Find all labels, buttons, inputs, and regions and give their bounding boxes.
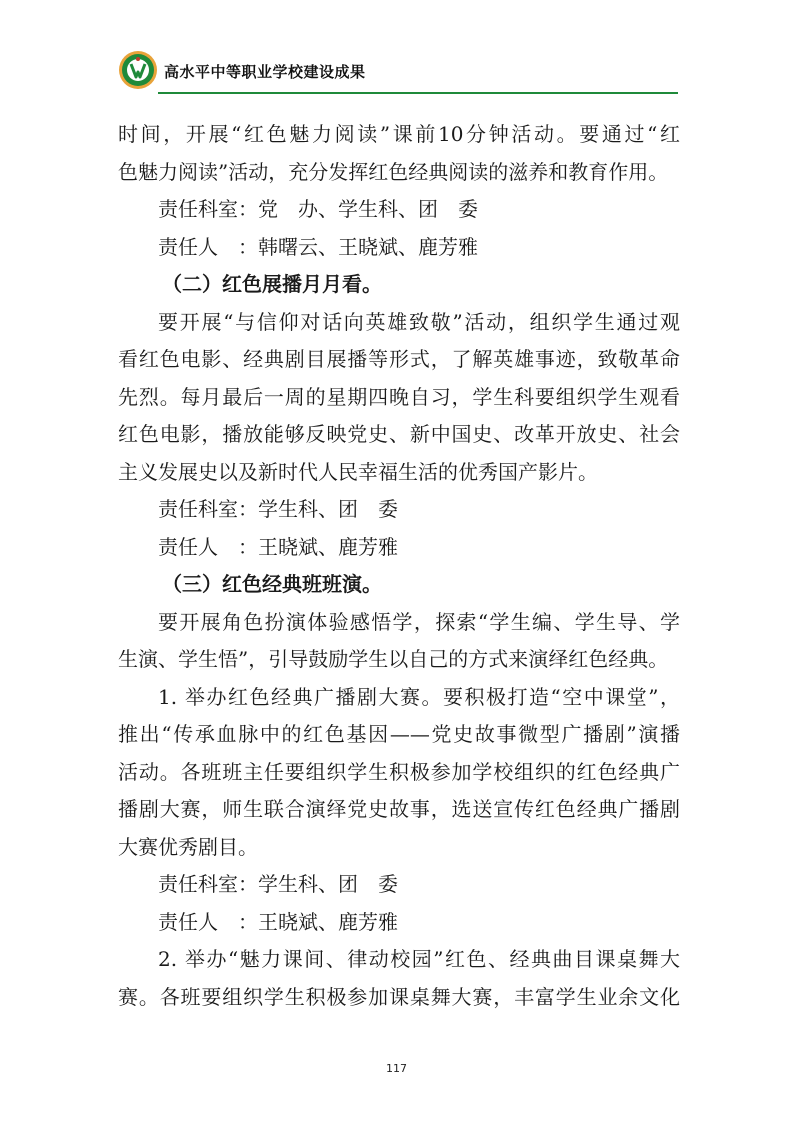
responsible-person: 责任人 ：王晓斌、鹿芳雅 <box>158 909 398 934</box>
text-line: 主义发展史以及新时代人民幸福生活的优秀国产影片。 <box>118 459 598 484</box>
page-header <box>118 50 678 100</box>
responsible-dept: 责任科室：党 办、学生科、团 委 <box>158 197 478 221</box>
text-line: 时间，开展“红色魅力阅读”课前10分钟活动。要通过“红 <box>118 122 680 146</box>
text-line: 先烈。每月最后一周的星期四晚自习，学生科要组织学生观看 <box>118 384 680 409</box>
text-line: 推出“传承血脉中的红色基因——党史故事微型广播剧”演播 <box>118 722 680 746</box>
responsible-dept: 责任科室：学生科、团 委 <box>158 497 398 521</box>
header-title: 高水平中等职业学校建设成果 <box>164 63 366 81</box>
document-body <box>118 116 680 1016</box>
responsible-person: 责任人 ：王晓斌、鹿芳雅 <box>158 534 398 559</box>
list-item: 1. 举办红色经典广播剧大赛。要积极打造“空中课堂”， <box>158 684 680 709</box>
text-line: 看红色电影、经典剧目展播等形式，了解英雄事迹，致敬革命 <box>118 347 680 371</box>
text-line: 要开展角色扮演体验感悟学，探索“学生编、学生导、学 <box>158 609 680 634</box>
responsible-dept: 责任科室：学生科、团 委 <box>158 872 398 896</box>
text-line: 大赛优秀剧目。 <box>118 834 258 859</box>
text-line: 活动。各班班主任要组织学生积极参加学校组织的红色经典广 <box>118 759 680 784</box>
section-heading: （三）红色经典班班演。 <box>162 572 382 596</box>
list-item: 2. 举办“魅力课间、律动校园”红色、经典曲目课桌舞大 <box>158 947 680 971</box>
text-line: 色魅力阅读”活动，充分发挥红色经典阅读的滋养和教育作用。 <box>118 159 669 184</box>
section-heading: （二）红色展播月月看。 <box>162 272 382 296</box>
text-line: 播剧大赛，师生联合演绎党史故事，选送宣传红色经典广播剧 <box>118 797 680 821</box>
school-logo-icon <box>118 50 158 90</box>
header-divider <box>158 92 678 94</box>
text-line: 生演、学生悟”，引导鼓励学生以自己的方式来演绎红色经典。 <box>118 647 669 671</box>
text-line: 红色电影，播放能够反映党史、新中国史、改革开放史、社会 <box>118 422 680 446</box>
text-line: 要开展“与信仰对话向英雄致敬”活动，组织学生通过观 <box>158 309 680 334</box>
responsible-person: 责任人 ：韩曙云、王晓斌、鹿芳雅 <box>158 234 478 259</box>
page-number: 117 <box>386 1062 407 1075</box>
text-line: 赛。各班要组织学生积极参加课桌舞大赛，丰富学生业余文化 <box>118 984 680 1009</box>
